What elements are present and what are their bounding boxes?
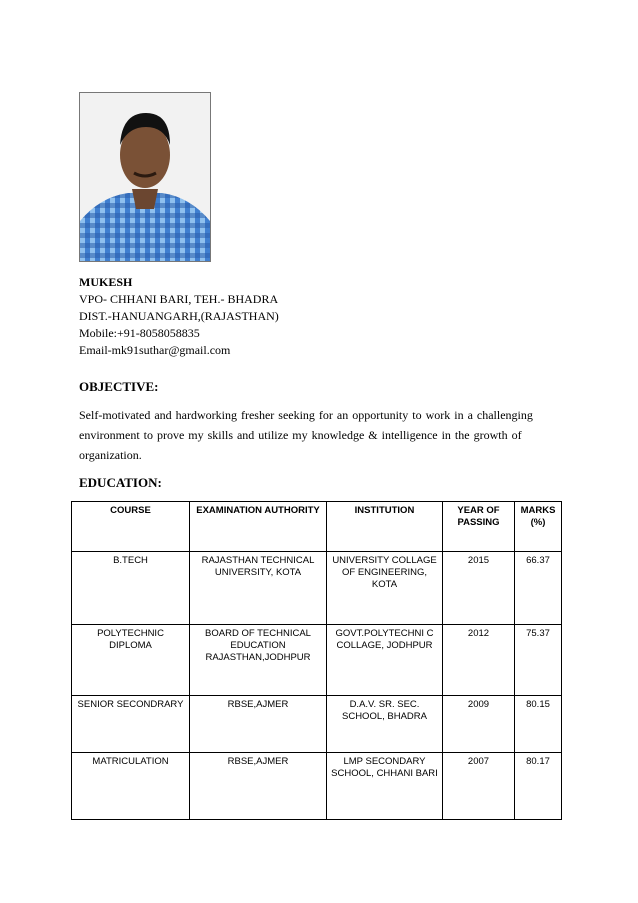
table-row	[72, 753, 562, 820]
authority-cell: BOARD OF TECHNICAL EDUCATION RAJASTHAN,JODHPUR	[190, 625, 327, 696]
institution-cell: LMP SECONDARY SCHOOL, CHHANI BARI	[327, 753, 443, 820]
column-header-course: COURSE	[72, 502, 190, 552]
authority-cell: RBSE,AJMER	[190, 696, 327, 753]
education-table	[71, 501, 562, 820]
table-row	[72, 625, 562, 696]
column-header-marks: MARKS (%)	[515, 502, 562, 552]
profile-photo	[79, 92, 211, 262]
year-cell: 2009	[443, 696, 515, 753]
contact-block	[79, 274, 279, 359]
email-address[interactable]: Email-mk91suthar@gmail.com	[79, 343, 231, 357]
course-cell: POLYTECHNIC DIPLOMA	[72, 625, 190, 696]
course-cell: B.TECH	[72, 552, 190, 625]
education-heading: EDUCATION:	[79, 475, 162, 490]
marks-cell: 66.37	[515, 552, 562, 625]
marks-cell: 75.37	[515, 625, 562, 696]
institution-cell: UNIVERSITY COLLAGE OF ENGINEERING, KOTA	[327, 552, 443, 625]
objective-text: Self-motivated and hardworking fresher seeking for an opportunity to work in a challenging environment to prove my skills and utilize my knowledge & intelligence in the growth of organization.	[79, 408, 533, 462]
table-row	[72, 552, 562, 625]
marks-cell: 80.17	[515, 753, 562, 820]
objective-heading: OBJECTIVE:	[79, 379, 159, 394]
institution-cell: GOVT.POLYTECHNI C COLLAGE, JODHPUR	[327, 625, 443, 696]
course-cell: MATRICULATION	[72, 753, 190, 820]
institution-cell: D.A.V. SR. SEC. SCHOOL, BHADRA	[327, 696, 443, 753]
address-line-1: VPO- CHHANI BARI, TEH.- BHADRA	[79, 292, 279, 306]
column-header-authority: EXAMINATION AUTHORITY	[190, 502, 327, 552]
column-header-institution: INSTITUTION	[327, 502, 443, 552]
mobile-number: Mobile:+91-8058058835	[79, 326, 200, 340]
course-cell: SENIOR SECONDRARY	[72, 696, 190, 753]
candidate-name: MUKESH	[79, 275, 133, 289]
marks-cell: 80.15	[515, 696, 562, 753]
year-cell: 2007	[443, 753, 515, 820]
year-cell: 2012	[443, 625, 515, 696]
year-cell: 2015	[443, 552, 515, 625]
person-portrait-icon	[80, 93, 210, 261]
authority-cell: RBSE,AJMER	[190, 753, 327, 820]
table-row	[72, 696, 562, 753]
column-header-year: YEAR OF PASSING	[443, 502, 515, 552]
address-line-2: DIST.-HANUANGARH,(RAJASTHAN)	[79, 309, 279, 323]
table-header-row	[72, 502, 562, 552]
authority-cell: RAJASTHAN TECHNICAL UNIVERSITY, KOTA	[190, 552, 327, 625]
